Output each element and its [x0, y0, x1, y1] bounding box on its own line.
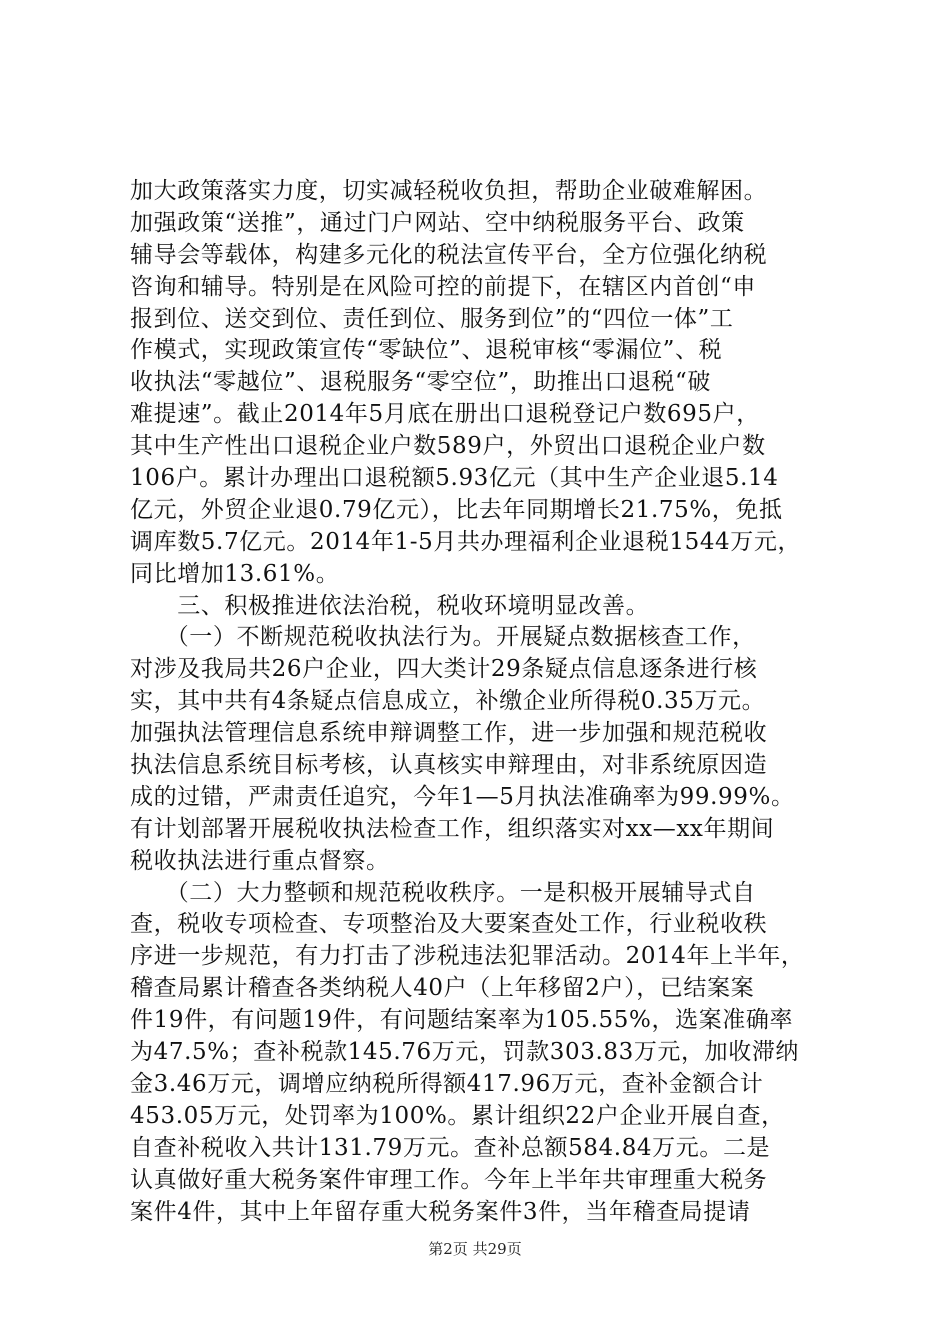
document-body — [130, 176, 830, 1228]
text-line: 对涉及我局共26户企业，四大类计29条疑点信息逐条进行核 — [130, 656, 758, 683]
text-line: 同比增加13.61%。 — [130, 560, 340, 587]
text-line: 加强政策“送推”，通过门户网站、空中纳税服务平台、政策 — [130, 209, 745, 236]
text-line: 调库数5.7亿元。2014年1-5月共办理福利企业退税1544万元， — [130, 528, 802, 555]
text-line: 认真做好重大税务案件审理工作。今年上半年共审理重大税务 — [130, 1166, 768, 1193]
text-line: 实，其中共有4条疑点信息成立，补缴企业所得税0.35万元。 — [130, 688, 766, 715]
text-line: （一）不断规范税收执法行为。开展疑点数据核查工作， — [130, 624, 756, 651]
text-line: 加强执法管理信息系统申辩调整工作，进一步加强和规范税收 — [130, 720, 768, 747]
text-line: 执法信息系统目标考核，认真核实申辩理由，对非系统原因造 — [130, 752, 768, 779]
text-line: 税收执法进行重点督察。 — [130, 847, 390, 874]
text-line: 金3.46万元，调增应纳税所得额417.96万元，查补金额合计 — [130, 1070, 764, 1097]
section-heading: 三、积极推进依法治税，税收环境明显改善。 — [130, 592, 650, 619]
text-line: 其中生产性出口退税企业户数589户，外贸出口退税企业户数 — [130, 433, 766, 460]
text-line: 亿元，外贸企业退0.79亿元），比去年同期增长21.75%，免抵 — [130, 496, 783, 523]
text-line: 106户。累计办理出口退税额5.93亿元（其中生产企业退5.14 — [130, 465, 779, 492]
page-footer — [0, 1239, 950, 1259]
text-line: 有计划部署开展税收执法检查工作，组织落实对xx—xx年期间 — [130, 815, 775, 842]
text-line: 成的过错，严肃责任追究，今年1—5月执法准确率为99.99%。 — [130, 783, 795, 810]
text-line: 作模式，实现政策宣传“零缺位”、退税审核“零漏位”、税 — [130, 337, 723, 364]
text-line: 查，税收专项检查、专项整治及大要案查处工作，行业税收秩 — [130, 911, 768, 938]
text-line: 453.05万元，处罚率为100%。累计组织22户企业开展自查， — [130, 1102, 785, 1129]
text-line: 稽查局累计稽查各类纳税人40户（上年移留2户），已结案案 — [130, 975, 755, 1002]
text-line: 自查补税收入共计131.79万元。查补总额584.84万元。二是 — [130, 1134, 771, 1161]
text-line: 件19件，有问题19件，有问题结案率为105.55%，选案准确率 — [130, 1007, 794, 1034]
text-line: 难提速”。截止2014年5月底在册出口退税登记户数695户， — [130, 401, 760, 428]
text-line: 案件4件，其中上年留存重大税务案件3件，当年稽查局提请 — [130, 1198, 751, 1225]
text-line: 为47.5%；查补税款145.76万元，罚款303.83万元，加收滞纳 — [130, 1039, 800, 1066]
text-line: 收执法“零越位”、退税服务“零空位”，助推出口退税“破 — [130, 369, 711, 396]
text-line: 序进一步规范，有力打击了涉税违法犯罪活动。2014年上半年， — [130, 943, 805, 970]
text-line: 辅导会等载体，构建多元化的税法宣传平台，全方位强化纳税 — [130, 241, 768, 268]
text-line: 加大政策落实力度，切实减轻税收负担，帮助企业破难解困。 — [130, 178, 768, 204]
text-line: 报到位、送交到位、责任到位、服务到位”的“四位一体”工 — [130, 305, 734, 332]
text-line: 咨询和辅导。特别是在风险可控的前提下，在辖区内首创“申 — [130, 273, 756, 300]
text-line: （二）大力整顿和规范税收秩序。一是积极开展辅导式自 — [130, 879, 756, 906]
page-number: 第2页 共29页 — [428, 1240, 522, 1258]
